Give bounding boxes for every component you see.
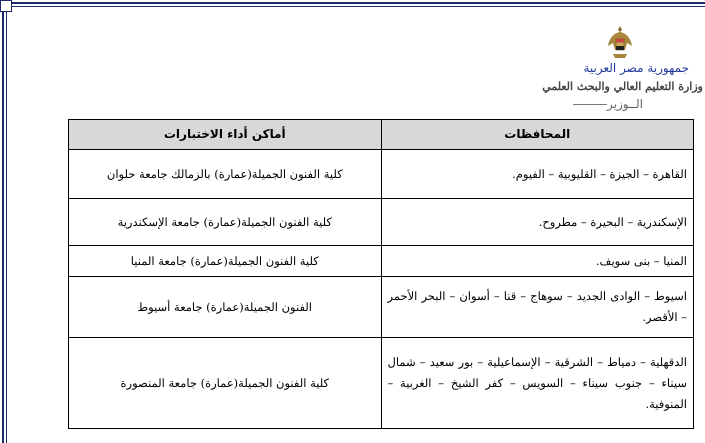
page-border-left	[2, 4, 4, 443]
location-cell: كلية الفنون الجميلة(عمارة) جامعة المنيا	[69, 246, 382, 277]
location-cell: كلية الفنون الجميلة(عمارة) جامعة المنصورة	[69, 338, 382, 429]
page-border-top-inner	[4, 6, 705, 7]
governorates-cell: القاهرة – الجيزة – القليوبية – الفيوم.	[381, 150, 694, 199]
table-row	[69, 338, 694, 429]
table-row	[69, 199, 694, 246]
letterhead-minister: الــوزير	[573, 97, 643, 111]
page-border-corner	[0, 0, 12, 12]
letterhead-ministry: وزارة التعليم العالي والبحث العلمي	[542, 80, 703, 93]
governorates-cell: اسيوط – الوادى الجديد – سوهاج – قنا – أسوان – البحر الأحمر – الأقصر.	[381, 277, 694, 338]
header-locations: أماكن أداء الاختبارات	[69, 120, 382, 150]
table-row	[69, 150, 694, 199]
location-cell: كلية الفنون الجميلة(عمارة) جامعة الإسكندرية	[69, 199, 382, 246]
table-row	[69, 277, 694, 338]
governorates-cell: المنيا – بنى سويف.	[381, 246, 694, 277]
exam-locations-table	[68, 119, 694, 429]
header-governorates: المحافظات	[381, 120, 694, 150]
letterhead-country: جمهورية مصر العربية	[583, 61, 689, 75]
location-cell: كلية الفنون الجميلة(عمارة) بالزمالك جامعة حلوان	[69, 150, 382, 199]
table-header-row	[69, 120, 694, 150]
governorates-cell: الإسكندرية – البحيرة – مطروح.	[381, 199, 694, 246]
page-border-top	[4, 2, 705, 4]
eagle-emblem-icon	[607, 24, 633, 62]
governorates-cell: الدقهلية – دمياط – الشرقية – الإسماعيلية – بور سعيد – شمال سيناء – جنوب سيناء – السويس – كفر الشيخ – الغربية – المنوفية.	[381, 338, 694, 429]
location-cell: الفنون الجميلة(عمارة) جامعة أسيوط	[69, 277, 382, 338]
page-border-left-inner	[6, 8, 7, 443]
table-row	[69, 246, 694, 277]
